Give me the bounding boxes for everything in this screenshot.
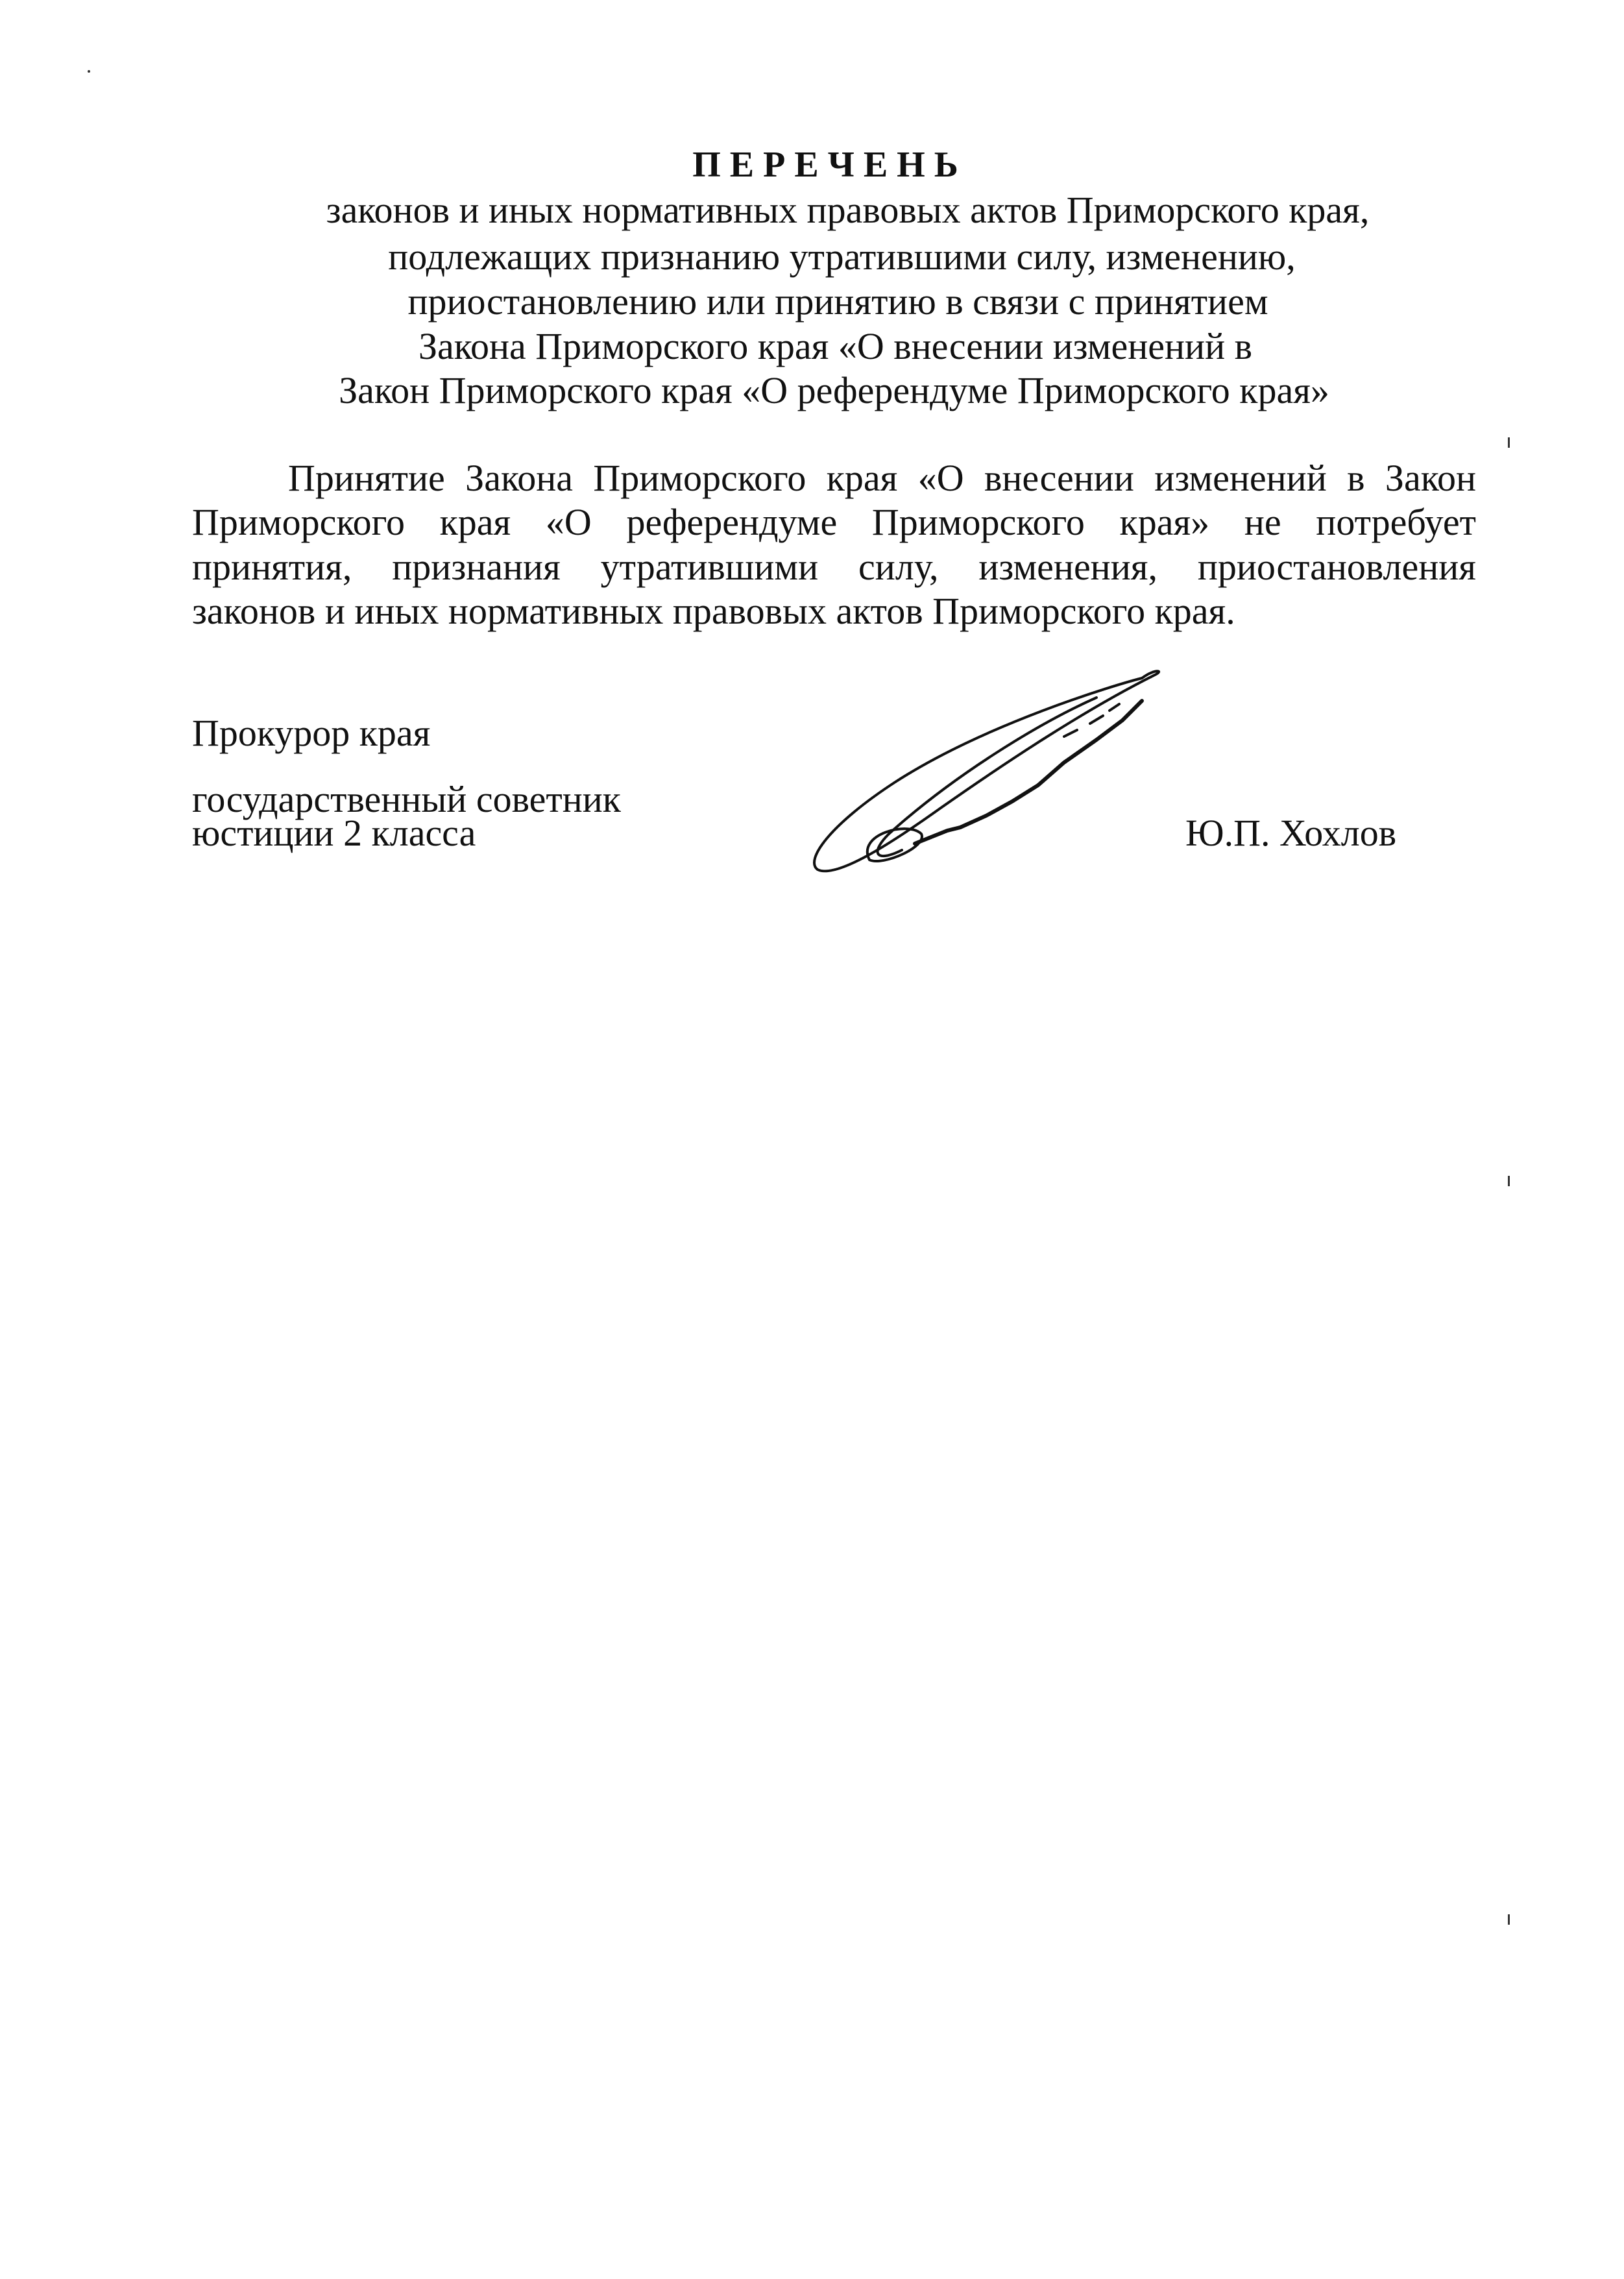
handwritten-signature — [792, 665, 1168, 879]
paragraph-line-3: принятия, признания утратившими силу, изменения, приостановления — [192, 546, 1476, 588]
signer-rank-line-1: государственный советник — [192, 778, 621, 820]
scan-mark — [1508, 437, 1510, 448]
document-title: ПЕРЕЧЕНЬ — [692, 145, 967, 185]
paragraph-line-2: Приморского края «О референдуме Приморского края» не потребует — [192, 501, 1476, 543]
subtitle-line-4: Закона Приморского края «О внесении изменений в — [418, 325, 1253, 367]
subtitle-line-3: приостановлению или принятию в связи с принятием — [407, 280, 1268, 323]
signer-rank-line-2: юстиции 2 класса — [192, 812, 476, 854]
paragraph-line-1: Принятие Закона Приморского края «О внесении изменений в Закон — [288, 457, 1476, 499]
signer-position: Прокурор края — [192, 712, 431, 754]
scan-mark — [1508, 1914, 1510, 1925]
subtitle-line-2: подлежащих признанию утратившими силу, изменению, — [388, 236, 1296, 278]
scan-mark — [1508, 1176, 1510, 1186]
scan-speck — [88, 70, 90, 73]
paragraph-line-4: законов и иных нормативных правовых актов Приморского края. — [192, 590, 1235, 632]
subtitle-line-1: законов и иных нормативных правовых актов Приморского края, — [326, 189, 1370, 231]
signer-name: Ю.П. Хохлов — [1185, 812, 1397, 854]
subtitle-line-5: Закон Приморского края «О референдуме Приморского края» — [339, 369, 1329, 411]
